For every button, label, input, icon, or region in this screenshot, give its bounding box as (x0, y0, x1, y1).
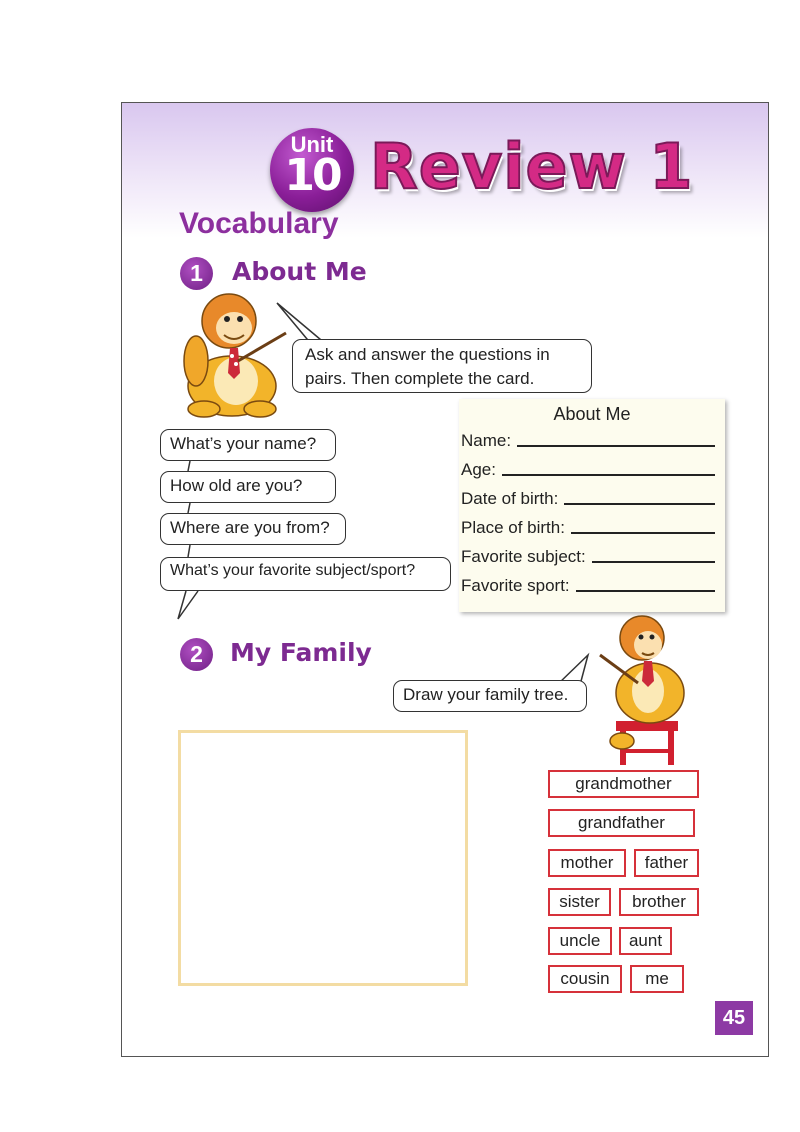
word-card: sister (548, 888, 611, 916)
section-1-number: 1 (180, 257, 213, 290)
workbook-page (121, 102, 769, 1057)
instruction-bubble-family-tree: Draw your family tree. (393, 680, 587, 712)
word-card: aunt (619, 927, 672, 955)
card-field-label: Name: (461, 431, 512, 450)
card-field-favorite-subject (461, 541, 715, 567)
word-card: mother (548, 849, 626, 877)
word-card: grandmother (548, 770, 699, 798)
card-field-age (461, 454, 715, 480)
card-field-date-of-birth (461, 483, 715, 509)
card-field-place-of-birth (461, 512, 715, 538)
question-bubble: What’s your name? (160, 429, 336, 461)
question-bubble: What’s your favorite subject/sport? (160, 557, 451, 591)
card-field-favorite-sport (461, 570, 715, 596)
orangutan-on-stool-icon (598, 613, 698, 768)
card-field-name (461, 425, 715, 451)
section-2-title: My Family (230, 638, 372, 667)
answer-line[interactable] (502, 474, 715, 476)
card-field-label: Favorite sport: (461, 576, 570, 595)
unit-label: Unit (290, 132, 334, 157)
word-card: uncle (548, 927, 612, 955)
answer-line[interactable] (571, 532, 715, 534)
answer-line[interactable] (592, 561, 715, 563)
word-card: brother (619, 888, 699, 916)
card-field-label: Date of birth: (461, 489, 559, 508)
vocabulary-heading: Vocabulary (179, 207, 339, 240)
word-card: me (630, 965, 684, 993)
word-card: cousin (548, 965, 622, 993)
card-field-label: Place of birth: (461, 518, 565, 537)
section-1-title: About Me (232, 257, 367, 286)
unit-badge (270, 128, 354, 212)
about-me-card (459, 399, 725, 612)
word-card: father (634, 849, 699, 877)
section-2-number: 2 (180, 638, 213, 671)
answer-line[interactable] (576, 590, 715, 592)
word-card: grandfather (548, 809, 695, 837)
unit-number: 10 (284, 150, 340, 201)
family-tree-drawing-area[interactable] (178, 730, 468, 986)
instruction-bubble-about-me: Ask and answer the questions in pairs. Then complete the card. (292, 339, 592, 393)
page-title: Review 1 (370, 130, 694, 203)
card-title: About Me (553, 404, 631, 424)
question-bubble: Where are you from? (160, 513, 346, 545)
page-number: 45 (715, 1001, 753, 1035)
card-field-label: Age: (461, 460, 496, 479)
answer-line[interactable] (564, 503, 715, 505)
answer-line[interactable] (517, 445, 715, 447)
bubble-tail (172, 457, 212, 621)
card-field-label: Favorite subject: (461, 547, 586, 566)
question-bubble: How old are you? (160, 471, 336, 503)
